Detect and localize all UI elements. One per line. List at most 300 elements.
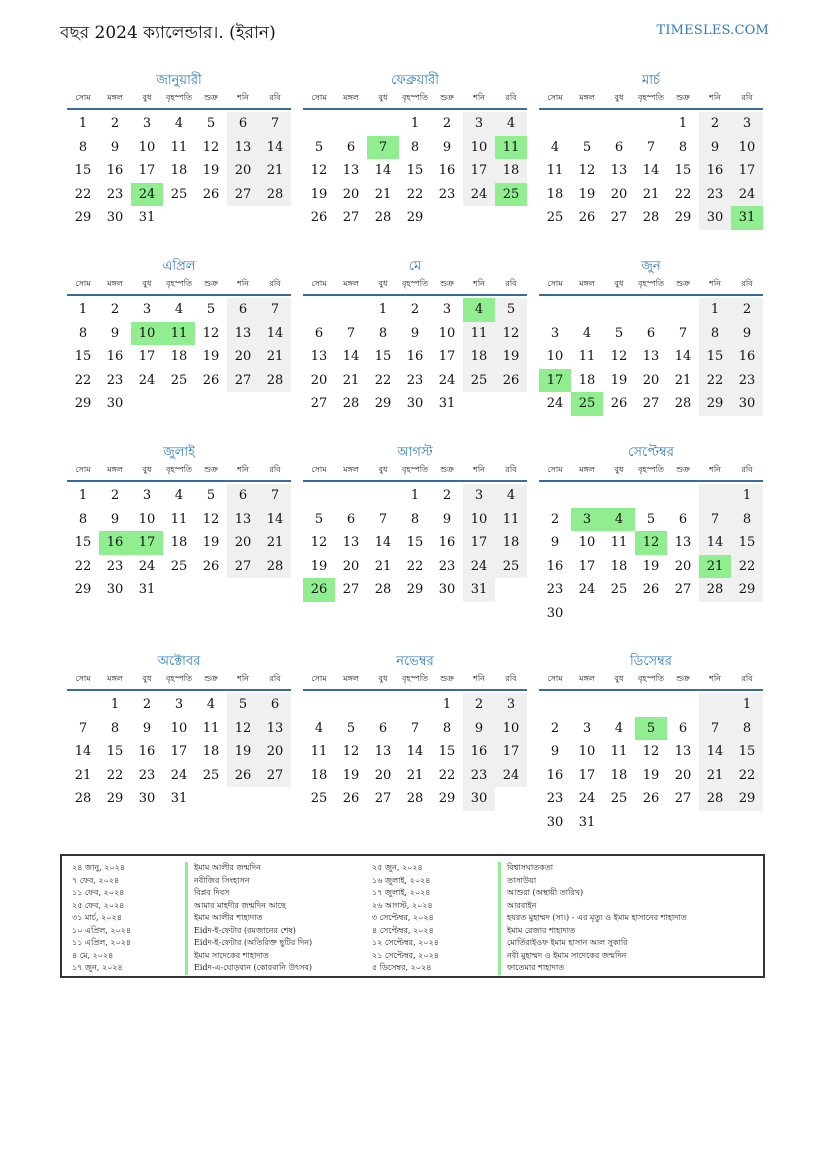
day-cell: 12 [342, 744, 360, 759]
weekday-label: শুক্র [204, 279, 218, 288]
day-cell: 18 [610, 767, 628, 783]
day-cell: 27 [227, 183, 259, 207]
day-cell: 2 [463, 693, 495, 717]
day-cell: 5 [495, 298, 527, 322]
empty-cell [495, 392, 527, 416]
day-cell: 12 [227, 717, 259, 741]
day-grid [67, 484, 291, 602]
day-cell: 23 [106, 558, 124, 574]
day-cell: 11 [610, 744, 628, 759]
day-cell: 28 [342, 396, 360, 411]
day-cell: 16 [138, 744, 156, 759]
weekday-label: রবি [741, 674, 753, 683]
weekday-label: শুক্র [676, 279, 690, 288]
month-name: ডিসেম্বর [630, 654, 672, 669]
day-cell: 14 [374, 163, 392, 178]
day-cell: 13 [227, 136, 259, 160]
day-cell: 27 [310, 396, 328, 411]
day-cell: 12 [610, 349, 628, 364]
day-cell: 20 [227, 345, 259, 369]
day-cell: 5 [614, 325, 624, 341]
day-cell: 26 [202, 186, 220, 202]
day-cell: 19 [310, 558, 328, 574]
day-cell: 5 [206, 302, 216, 317]
month-name: জুন [641, 259, 661, 274]
day-cell: 19 [227, 740, 259, 764]
day-cell: 17 [463, 531, 495, 555]
day-cell: 11 [202, 720, 220, 736]
weekday-label: বৃহস্পতি [637, 465, 665, 474]
day-cell: 18 [202, 744, 220, 759]
day-cell: 23 [546, 582, 564, 597]
empty-cell [539, 484, 571, 508]
empty-cell [667, 602, 699, 626]
day-cell: 1 [110, 697, 120, 712]
weekday-label: শুক্র [676, 93, 690, 102]
empty-cell [227, 392, 259, 416]
weekday-header [303, 462, 527, 482]
day-cell: 21 [342, 372, 360, 388]
weekday-label: মঙ্গল [343, 93, 359, 102]
empty-cell [431, 206, 463, 230]
weekday-label: সোম [311, 674, 327, 683]
day-grid [303, 484, 527, 602]
empty-cell [163, 206, 195, 230]
empty-cell [303, 484, 335, 508]
day-cell: 30 [106, 582, 124, 597]
day-cell: 23 [731, 369, 763, 393]
day-cell: 5 [346, 720, 356, 736]
day-cell: 16 [438, 535, 456, 550]
day-cell: 14 [74, 744, 92, 759]
holiday-date: ৪ মে, ২০২৪ [72, 950, 114, 960]
day-cell: 18 [610, 558, 628, 574]
day-grid [67, 693, 291, 811]
weekday-label: মঙ্গল [107, 674, 123, 683]
empty-cell [603, 112, 635, 136]
empty-cell [731, 602, 763, 626]
day-cell: 14 [699, 740, 731, 764]
empty-cell [303, 693, 335, 717]
empty-cell [667, 298, 699, 322]
empty-cell [67, 693, 99, 717]
empty-cell [635, 602, 667, 626]
empty-cell [603, 484, 635, 508]
empty-cell [303, 112, 335, 136]
day-cell: 27 [227, 369, 259, 393]
day-cell: 25 [495, 555, 527, 579]
day-cell: 7 [259, 484, 291, 508]
day-cell: 3 [174, 697, 184, 712]
day-cell: 16 [106, 349, 124, 364]
day-cell: 11 [463, 322, 495, 346]
day-cell: 15 [731, 531, 763, 555]
day-cell: 6 [614, 139, 624, 155]
weekday-header [303, 276, 527, 296]
holiday-date: ৭ ফেব, ২০২৪ [72, 875, 120, 885]
empty-cell [399, 693, 431, 717]
day-grid [539, 298, 763, 416]
day-cell: 22 [106, 767, 124, 783]
day-cell: 2 [550, 511, 560, 527]
day-cell: 7 [678, 325, 688, 341]
month-block [303, 444, 527, 602]
empty-cell [603, 811, 635, 835]
holiday-name: আরবাইন [498, 900, 687, 913]
empty-cell [699, 602, 731, 626]
day-cell: 5 [582, 139, 592, 155]
day-cell: 22 [74, 372, 92, 388]
day-cell: 25 [610, 791, 628, 806]
day-cell: 30 [731, 392, 763, 416]
day-cell: 28 [259, 555, 291, 579]
day-cell: 29 [374, 396, 392, 411]
day-cell: 13 [674, 535, 692, 550]
weekday-label: সোম [547, 93, 563, 102]
day-cell: 6 [646, 325, 656, 341]
holiday-date: ৩১ মার্চ, ২০২৪ [72, 913, 122, 922]
day-cell: 19 [578, 186, 596, 202]
weekday-label: শুক্র [440, 674, 454, 683]
weekday-label: রবি [741, 93, 753, 102]
empty-cell [259, 206, 291, 230]
day-cell: 13 [259, 717, 291, 741]
day-cell: 27 [342, 582, 360, 597]
day-cell: 27 [642, 396, 660, 411]
day-cell: 20 [674, 558, 692, 574]
day-cell: 5 [314, 511, 324, 527]
day-cell: 18 [170, 535, 188, 550]
day-cell: 30 [106, 396, 124, 411]
weekday-label: বৃহস্পতি [165, 279, 193, 288]
day-cell: 24 [131, 183, 163, 207]
day-cell: 31 [138, 210, 156, 225]
day-cell: 4 [550, 139, 560, 155]
day-cell: 6 [678, 511, 688, 527]
weekday-label: রবি [269, 279, 281, 288]
day-cell: 16 [699, 159, 731, 183]
day-cell: 27 [259, 764, 291, 788]
holiday-date: ১৭ জুন, ২০২৪ [72, 963, 123, 972]
holiday-name: ইমাম রেজার শাহাদাত [498, 925, 687, 938]
weekday-label: মঙ্গল [579, 674, 595, 683]
day-cell: 22 [406, 186, 424, 202]
day-cell: 30 [699, 206, 731, 230]
day-cell: 9 [110, 511, 120, 527]
day-cell: 23 [138, 767, 156, 783]
day-cell: 16 [731, 345, 763, 369]
weekday-label: মঙ্গল [107, 93, 123, 102]
weekday-header [539, 462, 763, 482]
empty-cell [335, 298, 367, 322]
day-grid [67, 112, 291, 230]
day-cell: 27 [674, 791, 692, 806]
day-cell: 24 [463, 183, 495, 207]
day-cell: 19 [642, 558, 660, 574]
day-cell: 30 [463, 787, 495, 811]
day-cell: 23 [106, 372, 124, 388]
day-cell: 2 [110, 302, 120, 317]
day-cell: 4 [582, 325, 592, 341]
day-cell: 6 [346, 139, 356, 155]
day-cell: 13 [674, 744, 692, 759]
weekday-label: বুধ [378, 674, 388, 683]
empty-cell [635, 693, 667, 717]
day-cell: 4 [174, 302, 184, 317]
day-cell: 12 [578, 163, 596, 178]
day-cell: 12 [310, 535, 328, 550]
empty-cell [667, 811, 699, 835]
day-cell: 30 [138, 791, 156, 806]
day-cell: 3 [142, 488, 152, 503]
day-cell: 15 [74, 535, 92, 550]
holiday-date: ৩ সেপ্টেম্বর, ২০২৪ [372, 913, 434, 922]
weekday-label: সোম [75, 674, 91, 683]
day-cell: 21 [674, 372, 692, 388]
weekday-label: সোম [75, 465, 91, 474]
day-cell: 30 [106, 210, 124, 225]
day-cell: 28 [374, 210, 392, 225]
weekday-label: সোম [547, 465, 563, 474]
day-cell: 7 [378, 511, 388, 527]
day-cell: 22 [74, 558, 92, 574]
day-cell: 4 [463, 298, 495, 322]
month-name: মার্চ [641, 73, 660, 88]
day-grid [539, 112, 763, 230]
day-cell: 9 [550, 535, 560, 550]
weekday-label: মঙ্গল [579, 279, 595, 288]
day-cell: 13 [342, 163, 360, 178]
weekday-label: সোম [75, 279, 91, 288]
day-cell: 2 [699, 112, 731, 136]
day-cell: 22 [731, 764, 763, 788]
holiday-name: আশুরা (অস্থায়ী তারিখ) [498, 887, 687, 900]
empty-cell [571, 484, 603, 508]
weekday-header [539, 671, 763, 691]
weekday-header [67, 671, 291, 691]
day-cell: 27 [610, 210, 628, 225]
holiday-date: ১২ সেপ্টেম্বর, ২০২৪ [372, 938, 439, 947]
day-cell: 9 [110, 139, 120, 155]
day-cell: 1 [78, 116, 88, 131]
day-cell: 20 [610, 186, 628, 202]
day-cell: 2 [110, 116, 120, 131]
day-cell: 6 [378, 720, 388, 736]
day-grid [539, 484, 763, 625]
day-cell: 2 [442, 488, 452, 503]
empty-cell [667, 484, 699, 508]
day-cell: 6 [227, 112, 259, 136]
day-cell: 22 [731, 555, 763, 579]
holiday-name: মোর্তিরাইওফ ইমাম হাসান আল সুকারি [498, 937, 687, 950]
weekday-label: বৃহস্পতি [401, 674, 429, 683]
day-cell: 9 [699, 136, 731, 160]
weekday-label: সোম [547, 279, 563, 288]
day-grid [303, 112, 527, 230]
day-cell: 19 [310, 186, 328, 202]
weekday-label: বৃহস্পতি [401, 279, 429, 288]
day-cell: 20 [342, 558, 360, 574]
day-cell: 7 [410, 720, 420, 736]
weekday-label: মঙ্গল [107, 279, 123, 288]
day-cell: 18 [170, 163, 188, 178]
day-cell: 15 [731, 740, 763, 764]
day-cell: 8 [78, 511, 88, 527]
day-cell: 24 [138, 558, 156, 574]
weekday-label: রবি [269, 465, 281, 474]
day-cell: 25 [495, 183, 527, 207]
weekday-label: বৃহস্পতি [401, 465, 429, 474]
day-cell: 16 [438, 163, 456, 178]
weekday-label: শনি [473, 674, 485, 683]
page-title: বছর 2024 ক্যালেন্ডার।. (ইরান) [60, 23, 276, 43]
day-cell: 29 [106, 791, 124, 806]
day-cell: 10 [546, 349, 564, 364]
day-cell: 8 [731, 717, 763, 741]
month-name: অক্টোবর [157, 654, 201, 669]
empty-cell [335, 484, 367, 508]
empty-cell [335, 112, 367, 136]
day-cell: 10 [138, 511, 156, 527]
weekday-label: রবি [741, 279, 753, 288]
day-cell: 9 [442, 511, 452, 527]
holiday-name: নবী মুহাম্মদ ও ইমাম সাদেকের জন্মদিন [498, 950, 687, 963]
day-cell: 17 [495, 740, 527, 764]
day-cell: 21 [259, 345, 291, 369]
day-cell: 24 [463, 555, 495, 579]
holiday-name: আমার মাহদীর জন্মদিন আছে [185, 900, 312, 913]
day-cell: 10 [170, 720, 188, 736]
day-cell: 5 [646, 511, 656, 527]
day-cell: 5 [227, 693, 259, 717]
day-cell: 3 [731, 112, 763, 136]
day-cell: 28 [642, 210, 660, 225]
empty-cell [163, 392, 195, 416]
day-cell: 15 [438, 744, 456, 759]
day-cell: 7 [367, 136, 399, 160]
day-cell: 29 [731, 578, 763, 602]
day-cell: 22 [74, 186, 92, 202]
weekday-label: শনি [473, 279, 485, 288]
weekday-label: শনি [473, 465, 485, 474]
weekday-label: শুক্র [440, 93, 454, 102]
weekday-label: বৃহস্পতি [165, 93, 193, 102]
day-cell: 2 [142, 697, 152, 712]
day-cell: 6 [227, 484, 259, 508]
holiday-name: Eidদ-ই-ফেটার (রমজানের শেষ) [185, 925, 312, 938]
day-cell: 31 [138, 582, 156, 597]
month-block [539, 444, 763, 625]
day-cell: 2 [442, 116, 452, 131]
day-cell: 4 [495, 112, 527, 136]
day-cell: 4 [495, 484, 527, 508]
day-cell: 18 [310, 767, 328, 783]
holiday-list [60, 854, 765, 978]
day-cell: 10 [578, 535, 596, 550]
day-cell: 15 [74, 163, 92, 178]
day-cell: 8 [678, 139, 688, 155]
day-cell: 24 [438, 372, 456, 388]
day-cell: 30 [438, 582, 456, 597]
weekday-label: শনি [237, 279, 249, 288]
empty-cell [195, 787, 227, 811]
month-block [67, 72, 291, 230]
empty-cell [571, 112, 603, 136]
month-name: ফেব্রুয়ারী [391, 73, 439, 88]
day-cell: 8 [78, 325, 88, 341]
empty-cell [227, 578, 259, 602]
day-cell: 17 [138, 163, 156, 178]
month-block [539, 653, 763, 834]
day-cell: 9 [731, 322, 763, 346]
day-cell: 26 [303, 578, 335, 602]
day-cell: 5 [206, 116, 216, 131]
empty-cell [699, 693, 731, 717]
day-cell: 22 [374, 372, 392, 388]
day-cell: 9 [442, 139, 452, 155]
weekday-label: শুক্র [204, 465, 218, 474]
day-cell: 26 [578, 210, 596, 225]
month-block [539, 258, 763, 416]
day-cell: 16 [106, 163, 124, 178]
day-cell: 28 [259, 369, 291, 393]
weekday-label: মঙ্গল [343, 465, 359, 474]
day-cell: 12 [495, 322, 527, 346]
day-cell: 8 [78, 139, 88, 155]
weekday-label: শনি [473, 93, 485, 102]
holiday-date: ১১ ফেব, ২০২৪ [72, 888, 125, 897]
day-cell: 14 [674, 349, 692, 364]
day-cell: 12 [202, 139, 220, 155]
month-block [303, 258, 527, 416]
weekday-label: বৃহস্পতি [401, 93, 429, 102]
month-name: এপ্রিল [162, 259, 196, 274]
day-cell: 17 [138, 349, 156, 364]
day-cell: 3 [495, 693, 527, 717]
day-cell: 25 [463, 369, 495, 393]
day-cell: 11 [163, 322, 195, 346]
day-cell: 26 [642, 791, 660, 806]
day-cell: 14 [342, 349, 360, 364]
day-cell: 27 [342, 210, 360, 225]
weekday-label: রবি [269, 674, 281, 683]
holiday-date: ৫ ডিসেম্বর, ২০২৪ [372, 963, 432, 972]
site-link[interactable]: TIMESLES.COM [656, 23, 769, 38]
empty-cell [367, 693, 399, 717]
day-cell: 25 [170, 558, 188, 574]
day-cell: 5 [206, 488, 216, 503]
day-cell: 17 [731, 159, 763, 183]
day-cell: 24 [731, 183, 763, 207]
day-cell: 3 [463, 484, 495, 508]
day-cell: 1 [78, 302, 88, 317]
holiday-name: বিশ্বাসঘাতকতা [498, 862, 687, 875]
empty-cell [699, 484, 731, 508]
weekday-label: রবি [269, 93, 281, 102]
empty-cell [259, 578, 291, 602]
weekday-label: রবি [505, 93, 517, 102]
holiday-name: নবীজির সিংহাসন [185, 875, 312, 888]
day-cell: 27 [674, 582, 692, 597]
day-cell: 19 [202, 535, 220, 550]
empty-cell [635, 298, 667, 322]
day-cell: 29 [731, 787, 763, 811]
day-cell: 28 [259, 183, 291, 207]
weekday-label: শনি [709, 465, 721, 474]
empty-cell [367, 484, 399, 508]
day-cell: 28 [406, 791, 424, 806]
day-cell: 22 [406, 558, 424, 574]
